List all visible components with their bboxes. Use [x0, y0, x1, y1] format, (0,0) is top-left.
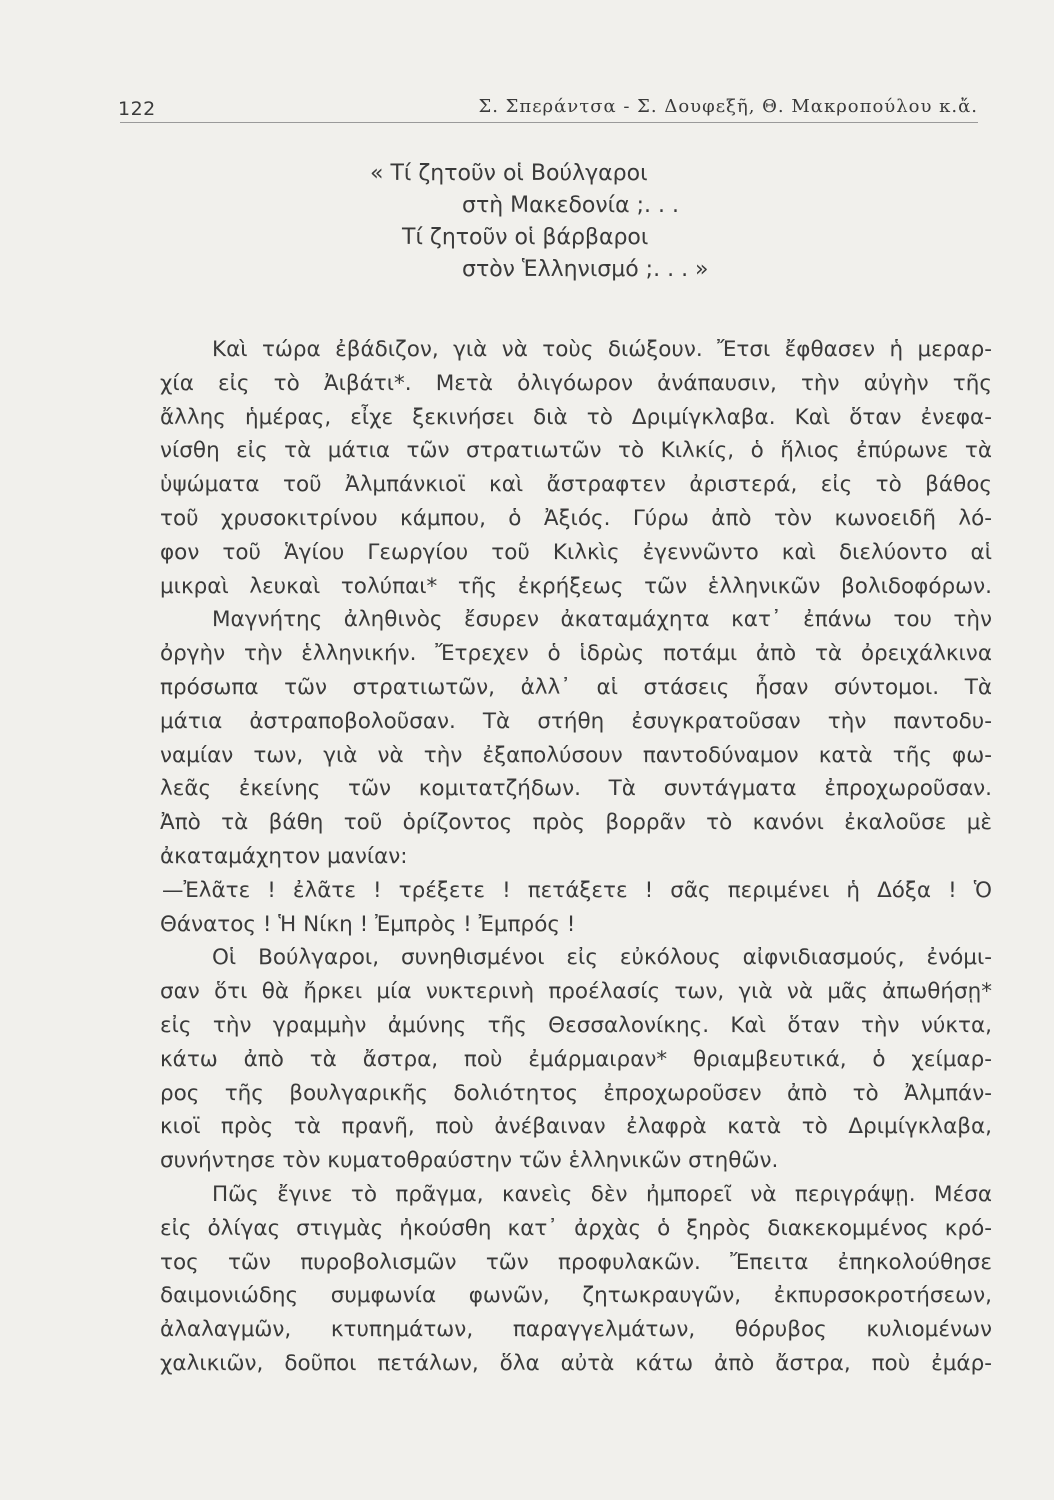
text-line: κάτω ἀπὸ τὰ ἄστρα, ποὺ ἐμάρμαιραν* θριαμβευτικά, ὁ χείμαρ- — [160, 1046, 992, 1072]
text-line: χαλικιῶν, δοῦποι πετάλων, ὅλα αὐτὰ κάτω ἀπὸ ἄστρα, ποὺ ἐμάρ- — [160, 1350, 992, 1376]
text-line: Οἱ Βούλγαροι, συνηθισμένοι εἰς εὐκόλους αἰφνιδιασμούς, ἐνόμι- — [212, 945, 992, 971]
page-number: 122 — [118, 98, 156, 120]
text-line: κιοϊ πρὸς τὰ πρανῆ, ποὺ ἀνέβαιναν ἐλαφρὰ κατὰ τὸ Δριμίγκλαβα, — [160, 1114, 992, 1140]
text-line: δαιμονιώδης συμφωνία φωνῶν, ζητωκραυγῶν, ἐκπυρσοκροτήσεων, — [160, 1283, 992, 1309]
page-header — [118, 92, 978, 122]
text-line: νίσθη εἰς τὰ μάτια τῶν στρατιωτῶν τὸ Κιλκίς, ὁ ἥλιος ἐπύρωνε τὰ — [160, 438, 992, 464]
text-line: εἰς ὀλίγας στιγμὰς ἠκούσθη κατ᾽ ἀρχὰς ὁ ξηρὸς διακεκομμένος κρό- — [160, 1215, 992, 1241]
text-line: μικραὶ λευκαὶ τολύπαι* τῆς ἐκρήξεως τῶν ἑλληνικῶν βολιδοφόρων. — [160, 573, 992, 599]
text-line: ρος τῆς βουλγαρικῆς δολιότητος ἐπροχωροῦσεν ἀπὸ τὸ Ἀλμπάν- — [160, 1080, 992, 1106]
text-line: Πῶς ἔγινε τὸ πρᾶγμα, κανεὶς δὲν ἠμπορεῖ νὰ περιγράψῃ. Μέσα — [212, 1181, 992, 1207]
text-line: πρόσωπα τῶν στρατιωτῶν, ἀλλ᾽ αἱ στάσεις ἦσαν σύντομοι. Τὰ — [160, 674, 992, 700]
poem-line: στὴ Μακεδονία ;. . . — [462, 193, 679, 218]
text-line: χία εἰς τὸ Ἀιβάτι*. Μετὰ ὀλιγόωρον ἀνάπαυσιν, τὴν αὐγὴν τῆς — [160, 370, 992, 396]
text-line: λεᾶς ἐκείνης τῶν κομιτατζήδων. Τὰ συντάγματα ἐπροχωροῦσαν. — [160, 776, 992, 802]
body-text — [160, 333, 992, 1381]
text-line: ἀκαταμάχητον μανίαν: — [160, 843, 408, 869]
text-line: Καὶ τώρα ἐβάδιζον, γιὰ νὰ τοὺς διώξουν. Ἔτσι ἔφθασεν ἡ μεραρ- — [212, 337, 992, 362]
text-line: μάτια ἀστραποβολοῦσαν. Τὰ στήθη ἐσυγκρατοῦσαν τὴν παντοδυ- — [160, 708, 992, 734]
poem-line: « Τί ζητοῦν οἱ Βούλγαροι — [370, 161, 648, 186]
text-line: Θάνατος ! Ἡ Νίκη ! Ἐμπρὸς ! Ἐμπρός ! — [160, 911, 576, 937]
text-line: —Ἐλᾶτε ! ἐλᾶτε ! τρέξετε ! πετάξετε ! σᾶς περιμένει ἡ Δόξα ! Ὁ — [162, 877, 992, 903]
text-line: τοῦ χρυσοκιτρίνου κάμπου, ὁ Ἀξιός. Γύρω ἀπὸ τὸν κωνοειδῆ λό- — [160, 505, 992, 531]
text-line: εἰς τὴν γραμμὴν ἀμύνης τῆς Θεσσαλονίκης. Καὶ ὅταν τὴν νύκτα, — [160, 1012, 992, 1038]
text-line: Μαγνήτης ἀληθινὸς ἔσυρεν ἀκαταμάχητα κατ᾽ ἐπάνω του τὴν — [212, 607, 992, 633]
poem-block — [370, 158, 709, 286]
text-line: συνήντησε τὸν κυματοθραύστην τῶν ἑλληνικῶν στηθῶν. — [160, 1148, 779, 1174]
text-line: Ἀπὸ τὰ βάθη τοῦ ὁρίζοντος πρὸς βορρᾶν τὸ κανόνι ἐκαλοῦσε μὲ — [160, 810, 992, 836]
running-title: Σ. Σπεράντσα - Σ. Δουφεξῆ, Θ. Μακροπούλου κ.ἄ. — [478, 96, 978, 117]
poem-line: Τί ζητοῦν οἱ βάρβαροι — [402, 225, 649, 250]
text-line: ὀργὴν τὴν ἑλληνικήν. Ἔτρεχεν ὁ ἱδρὼς ποτάμι ἀπὸ τὰ ὀρειχάλκινα — [160, 641, 992, 667]
poem-line: στὸν Ἑλληνισμό ;. . . » — [462, 257, 709, 282]
text-line: ἄλλης ἡμέρας, εἶχε ξεκινήσει διὰ τὸ Δριμίγκλαβα. Καὶ ὅταν ἐνεφα- — [160, 404, 992, 430]
text-line: ἀλαλαγμῶν, κτυπημάτων, παραγγελμάτων, θόρυβος κυλιομένων — [160, 1317, 992, 1343]
text-line: φον τοῦ Ἁγίου Γεωργίου τοῦ Κιλκὶς ἐγεννῶντο καὶ διελύοντο αἱ — [160, 539, 992, 565]
text-line: σαν ὅτι θὰ ἤρκει μία νυκτερινὴ προέλασίς των, γιὰ νὰ μᾶς ἀπωθήσῃ* — [160, 979, 992, 1005]
text-line: ναμίαν των, γιὰ νὰ τὴν ἐξαπολύσουν παντοδύναμον κατὰ τῆς φω- — [160, 742, 992, 768]
header-rule — [120, 122, 978, 123]
text-line: ὑψώματα τοῦ Ἀλμπάνκιοϊ καὶ ἄστραφτεν ἀριστερά, εἰς τὸ βάθος — [160, 472, 992, 498]
text-line: τος τῶν πυροβολισμῶν τῶν προφυλακῶν. Ἔπειτα ἐπηκολούθησε — [160, 1249, 992, 1275]
